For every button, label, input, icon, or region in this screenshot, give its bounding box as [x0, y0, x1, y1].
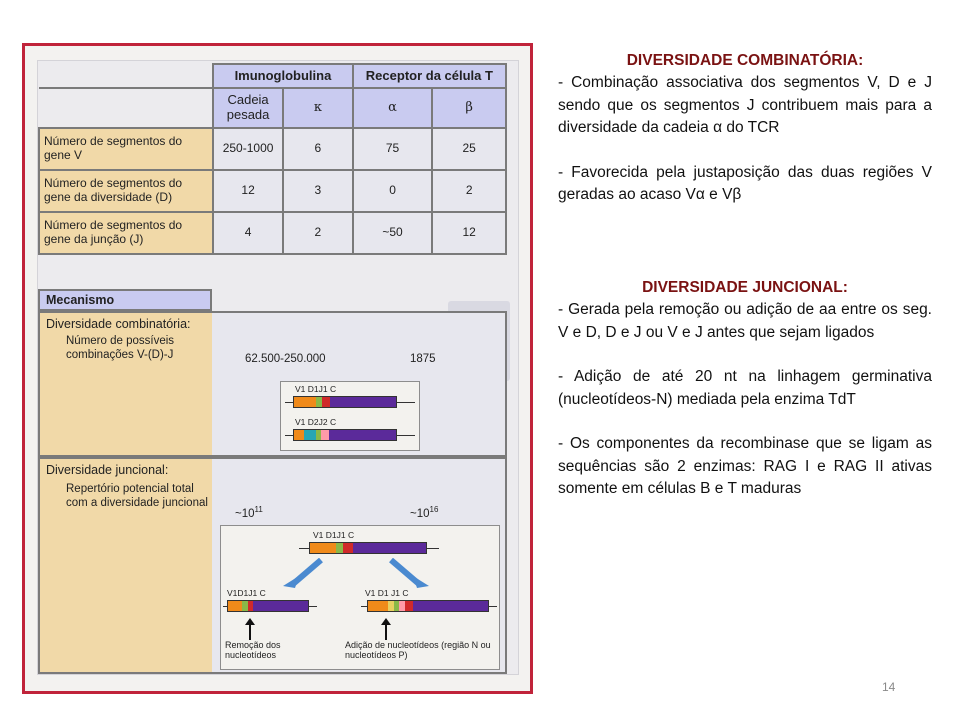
col-heavy-chain: Cadeia pesada — [213, 88, 283, 128]
gene-segment-table — [38, 63, 507, 255]
combinatorial-diversity-heading: DIVERSIDADE COMBINATÓRIA: — [626, 52, 864, 69]
junctional-title: Diversidade juncional: — [46, 463, 169, 477]
junctional-subtitle: Repertório potencial total com a diversidade juncional — [66, 483, 208, 509]
gene-bar — [227, 600, 309, 612]
cell-value: 25 — [432, 128, 506, 170]
textbook-figure — [37, 60, 519, 675]
cell-value: 12 — [432, 212, 506, 254]
gene-bar — [367, 600, 489, 612]
cell-value: ~50 — [353, 212, 433, 254]
cell-value: 12 — [213, 170, 283, 212]
cell-value: 3 — [283, 170, 353, 212]
combinatorial-title: Diversidade combinatória: — [46, 317, 191, 331]
gene-bar-label: V1 D2J2 C — [295, 417, 337, 427]
header-immunoglobulin: Imunoglobulina — [213, 64, 353, 88]
junctional-paragraph-1: - Gerada pela remoção ou adição de aa entre os seg. V e D, D e J ou V e J antes que sejam ligados — [558, 301, 932, 341]
gene-bar-label: V1D1J1 C — [227, 588, 266, 598]
combinatorial-ig-count: 62.500-250.000 — [245, 353, 326, 365]
row-label-d: Número de segmentos do gene da diversidade (D) — [39, 170, 213, 212]
arrow-up-icon — [245, 618, 255, 640]
combinatorial-paragraph-1: - Combinação associativa dos segmentos V, D e J sendo que os segmentos J contribuem mais para a diversidade da cadeia α do TCR — [558, 74, 932, 137]
col-beta: β — [432, 88, 506, 128]
addition-note: Adição de nucleotídeos (região N ou nucleotídeos P) — [345, 640, 491, 661]
combinatorial-subtitle: Número de possíveis combinações V-(D)-J — [66, 335, 175, 361]
gene-bar-label: V1 D1 J1 C — [365, 588, 409, 598]
row-label-j: Número de segmentos do gene da junção (J) — [39, 212, 213, 254]
row-label-v: Número de segmentos do gene V — [39, 128, 213, 170]
combinatorial-paragraph-2: - Favorecida pela justaposição das duas regiões V geradas ao acaso Vα e Vβ — [558, 163, 932, 204]
junctional-diversity-box — [38, 457, 507, 674]
cell-value: 250-1000 — [213, 128, 283, 170]
gene-bar-label: V1 D1J1 C — [295, 384, 337, 394]
cell-value: 75 — [353, 128, 433, 170]
cell-value: 2 — [283, 212, 353, 254]
junctional-diagram — [220, 525, 500, 670]
junctional-ig-count: $\sim 10^{11}$ — [235, 505, 263, 520]
junctional-paragraph-2: - Adição de até 20 nt na linhagem germinativa (nucleotídeos-N) mediada pela enzima TdT — [558, 368, 932, 408]
cell-value: 0 — [353, 170, 433, 212]
gene-bar — [293, 429, 397, 441]
removal-note: Remoção dos nucleotídeos — [225, 640, 281, 661]
page-number: 14 — [882, 680, 896, 694]
col-kappa: κ — [283, 88, 353, 128]
junctional-diversity-heading: DIVERSIDADE JUNCIONAL: — [642, 278, 848, 296]
combinatorial-diversity-box — [38, 311, 507, 457]
gene-bar — [309, 542, 427, 554]
split-arrows-icon — [281, 558, 431, 588]
arrow-up-icon — [381, 618, 391, 640]
figure-frame — [22, 43, 533, 694]
mechanism-header: Mecanismo — [38, 289, 212, 311]
recombination-diagram — [280, 381, 420, 451]
junctional-paragraph-3: - Os componentes da recombinase que se ligam as sequências são 2 enzimas: RAG I e RAG II ativas somente em células B e T maduras — [558, 435, 932, 498]
header-t-cell-receptor: Receptor da célula T — [353, 64, 506, 88]
cell-value: 4 — [213, 212, 283, 254]
gene-bar-label: V1 D1J1 C — [313, 530, 355, 540]
gene-bar — [293, 396, 397, 408]
combinatorial-tcr-count: 1875 — [410, 353, 436, 365]
text-column — [558, 50, 932, 501]
col-alpha: α — [353, 88, 433, 128]
junctional-tcr-count: $\sim 10^{16}$ — [410, 505, 439, 520]
cell-value: 6 — [283, 128, 353, 170]
cell-value: 2 — [432, 170, 506, 212]
